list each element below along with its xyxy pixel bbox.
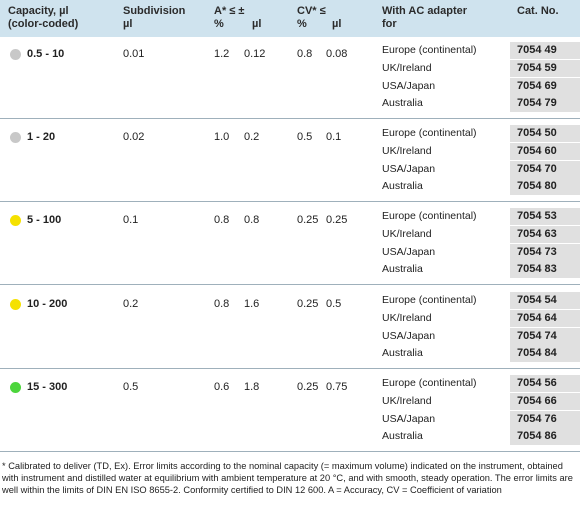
adapter-region: USA/Japan bbox=[382, 330, 436, 342]
catalog-number-cell bbox=[510, 328, 580, 345]
catalog-number-cell bbox=[510, 345, 580, 362]
catalog-number: 7054 74 bbox=[517, 330, 557, 342]
adapter-region: Europe (continental) bbox=[382, 127, 477, 139]
catalog-number-cell bbox=[510, 143, 580, 160]
accuracy-ul-value: 1.6 bbox=[244, 298, 260, 310]
catalog-number: 7054 53 bbox=[517, 210, 557, 222]
accuracy-pct-value: 1.2 bbox=[214, 48, 230, 60]
color-code-dot bbox=[10, 299, 21, 310]
accuracy-ul-value: 0.12 bbox=[244, 48, 266, 60]
catalog-number: 7054 73 bbox=[517, 246, 557, 258]
catalog-number-cell bbox=[510, 292, 580, 309]
catalog-number-cell bbox=[510, 42, 580, 59]
adapter-region: UK/Ireland bbox=[382, 145, 432, 157]
header-accuracy bbox=[214, 5, 274, 31]
accuracy-pct-value: 0.8 bbox=[214, 214, 230, 226]
capacity-group bbox=[0, 287, 580, 369]
header-capacity bbox=[8, 5, 78, 31]
adapter-region: Australia bbox=[382, 347, 423, 359]
adapter-region: USA/Japan bbox=[382, 413, 436, 425]
capacity-group bbox=[0, 37, 580, 119]
catalog-number: 7054 80 bbox=[517, 180, 557, 192]
capacity-value: 0.5 - 10 bbox=[27, 48, 65, 60]
subdivision-value: 0.02 bbox=[123, 131, 145, 143]
header-capacity-line2: (color-coded) bbox=[8, 18, 79, 30]
capacity-group bbox=[0, 203, 580, 285]
adapter-region: Europe (continental) bbox=[382, 294, 477, 306]
catalog-number-cell bbox=[510, 393, 580, 410]
catalog-number: 7054 86 bbox=[517, 430, 557, 442]
adapter-region: Europe (continental) bbox=[382, 210, 477, 222]
header-cv bbox=[297, 5, 357, 31]
adapter-region: UK/Ireland bbox=[382, 395, 432, 407]
header-adapter-line2: for bbox=[382, 18, 397, 30]
footnote: * Calibrated to deliver (TD, Ex). Error limits according to the nominal capacity (= maximum volume) indicated on the instrument, obtained with instrument and distilled water at equilibrium with ambient temperature at 20 °C, and with smooth, steady operation. The error limits are well within the limits of DIN EN ISO 8655-2. Conformity certified to DIN 12 600. A = Accuracy, CV = Coefficient of variation bbox=[2, 461, 573, 496]
catalog-number-cell bbox=[510, 428, 580, 445]
cv-ul-value: 0.08 bbox=[326, 48, 348, 60]
catalog-number-cell bbox=[510, 161, 580, 178]
color-code-dot bbox=[10, 215, 21, 226]
cv-pct-value: 0.5 bbox=[297, 131, 313, 143]
catalog-number-cell bbox=[510, 261, 580, 278]
header-accuracy-pct: % bbox=[214, 18, 224, 30]
header-adapter-line1: With AC adapter bbox=[382, 5, 468, 17]
adapter-region: Europe (continental) bbox=[382, 377, 477, 389]
subdivision-value: 0.01 bbox=[123, 48, 145, 60]
catalog-number: 7054 70 bbox=[517, 163, 557, 175]
row-separator bbox=[0, 118, 580, 119]
catalog-number-cell bbox=[510, 375, 580, 392]
header-cv-line1: CV* ≤ bbox=[297, 5, 326, 17]
header-subdivision-line2: µl bbox=[123, 18, 133, 30]
header-capacity-line1: Capacity, µl bbox=[8, 5, 69, 17]
capacity-value: 1 - 20 bbox=[27, 131, 56, 143]
catalog-number: 7054 60 bbox=[517, 145, 557, 157]
header-subdivision-line1: Subdivision bbox=[123, 5, 186, 17]
adapter-region: UK/Ireland bbox=[382, 62, 432, 74]
catalog-number-cell bbox=[510, 125, 580, 142]
header-cv-ul: µl bbox=[332, 18, 342, 30]
cv-pct-value: 0.8 bbox=[297, 48, 313, 60]
catalog-number-cell bbox=[510, 208, 580, 225]
cv-pct-value: 0.25 bbox=[297, 298, 319, 310]
catalog-number: 7054 76 bbox=[517, 413, 557, 425]
capacity-group bbox=[0, 370, 580, 452]
adapter-region: USA/Japan bbox=[382, 80, 436, 92]
accuracy-ul-value: 0.2 bbox=[244, 131, 260, 143]
capacity-value: 5 - 100 bbox=[27, 214, 62, 226]
catalog-number-cell bbox=[510, 244, 580, 261]
header-adapter bbox=[382, 5, 467, 31]
catalog-number-cell bbox=[510, 178, 580, 195]
cv-ul-value: 0.25 bbox=[326, 214, 348, 226]
catalog-number-cell bbox=[510, 95, 580, 112]
accuracy-pct-value: 1.0 bbox=[214, 131, 230, 143]
adapter-region: Australia bbox=[382, 180, 423, 192]
catalog-number: 7054 54 bbox=[517, 294, 557, 306]
cv-pct-value: 0.25 bbox=[297, 381, 319, 393]
cv-pct-value: 0.25 bbox=[297, 214, 319, 226]
catalog-number: 7054 59 bbox=[517, 62, 557, 74]
color-code-dot bbox=[10, 132, 21, 143]
header-subdivision bbox=[123, 5, 185, 31]
accuracy-pct-value: 0.6 bbox=[214, 381, 230, 393]
header-accuracy-ul: µl bbox=[252, 18, 262, 30]
catalog-number: 7054 84 bbox=[517, 347, 557, 359]
row-separator bbox=[0, 451, 580, 452]
adapter-region: Australia bbox=[382, 263, 423, 275]
catalog-number-cell bbox=[510, 226, 580, 243]
adapter-region: Europe (continental) bbox=[382, 44, 477, 56]
capacity-group bbox=[0, 120, 580, 202]
row-separator bbox=[0, 201, 580, 202]
catalog-number-cell bbox=[510, 60, 580, 77]
capacity-value: 10 - 200 bbox=[27, 298, 68, 310]
subdivision-value: 0.5 bbox=[123, 381, 139, 393]
catalog-number: 7054 50 bbox=[517, 127, 557, 139]
header-accuracy-line1: A* ≤ ± bbox=[214, 5, 245, 17]
accuracy-pct-value: 0.8 bbox=[214, 298, 230, 310]
capacity-value: 15 - 300 bbox=[27, 381, 68, 393]
table-header bbox=[0, 0, 580, 37]
catalog-number: 7054 49 bbox=[517, 44, 557, 56]
catalog-number: 7054 66 bbox=[517, 395, 557, 407]
adapter-region: UK/Ireland bbox=[382, 312, 432, 324]
catalog-number: 7054 83 bbox=[517, 263, 557, 275]
row-separator bbox=[0, 368, 580, 369]
catalog-number-cell bbox=[510, 78, 580, 95]
catalog-number: 7054 63 bbox=[517, 228, 557, 240]
catalog-number-cell bbox=[510, 411, 580, 428]
cv-ul-value: 0.75 bbox=[326, 381, 348, 393]
adapter-region: USA/Japan bbox=[382, 163, 436, 175]
catalog-number-cell bbox=[510, 310, 580, 327]
cv-ul-value: 0.1 bbox=[326, 131, 342, 143]
catalog-number: 7054 79 bbox=[517, 97, 557, 109]
subdivision-value: 0.2 bbox=[123, 298, 139, 310]
header-cv-pct: % bbox=[297, 18, 307, 30]
catalog-number: 7054 64 bbox=[517, 312, 557, 324]
adapter-region: USA/Japan bbox=[382, 246, 436, 258]
subdivision-value: 0.1 bbox=[123, 214, 139, 226]
adapter-region: UK/Ireland bbox=[382, 228, 432, 240]
color-code-dot bbox=[10, 382, 21, 393]
catalog-number: 7054 69 bbox=[517, 80, 557, 92]
cv-ul-value: 0.5 bbox=[326, 298, 342, 310]
accuracy-ul-value: 1.8 bbox=[244, 381, 260, 393]
catalog-number: 7054 56 bbox=[517, 377, 557, 389]
accuracy-ul-value: 0.8 bbox=[244, 214, 260, 226]
adapter-region: Australia bbox=[382, 97, 423, 109]
color-code-dot bbox=[10, 49, 21, 60]
adapter-region: Australia bbox=[382, 430, 423, 442]
header-catno: Cat. No. bbox=[517, 5, 559, 17]
row-separator bbox=[0, 284, 580, 285]
